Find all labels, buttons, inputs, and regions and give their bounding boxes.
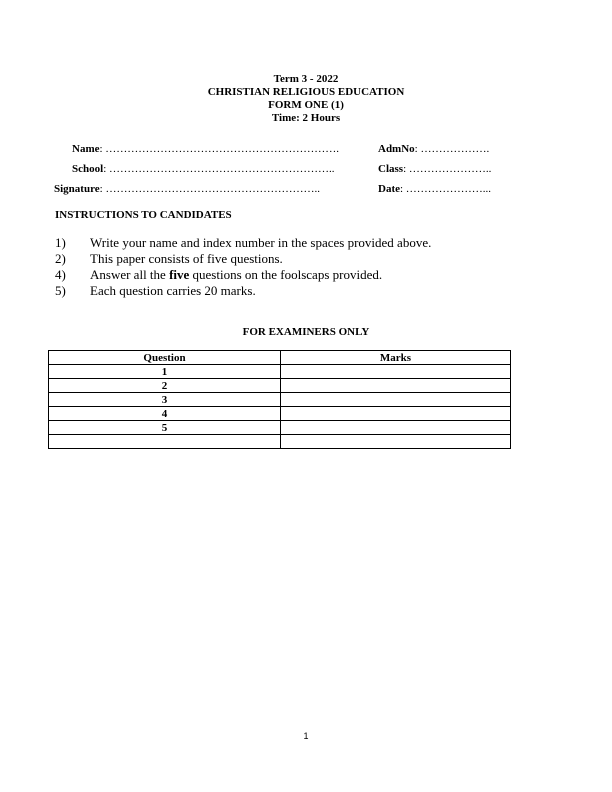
examiners-title: FOR EXAMINERS ONLY [242,326,370,338]
admno-label: AdmNo [378,143,415,155]
school-label: School [72,163,104,175]
table-row [49,421,511,435]
class-blank[interactable]: : ………………….. [403,163,492,175]
date-label: Date [378,183,400,195]
question-cell: 1 [49,365,281,379]
marks-cell[interactable] [281,421,511,435]
instructions-title: INSTRUCTIONS TO CANDIDATES [55,209,232,221]
instruction-number: 2) [55,251,66,266]
school-field[interactable] [72,163,335,175]
name-blank[interactable]: : ………………………………………………………. [99,143,340,155]
marks-table [48,350,511,449]
marks-cell[interactable] [281,407,511,421]
instruction-item [55,267,431,283]
question-column-header: Question [49,351,281,365]
question-cell: 4 [49,407,281,421]
question-cell: 5 [49,421,281,435]
question-cell: 2 [49,379,281,393]
instruction-number: 4) [55,267,66,282]
instruction-text-before: Answer all the [90,267,170,282]
marks-cell[interactable] [281,435,511,449]
instruction-text: Each question carries 20 marks. [90,283,256,298]
signature-label: Signature [54,183,100,195]
instruction-number: 5) [55,283,66,298]
admno-field[interactable] [378,143,489,155]
instruction-item [55,251,431,267]
class-label: Class [378,163,404,175]
time-line: Time: 2 Hours [271,112,341,124]
page-number: 1 [303,731,309,741]
name-field[interactable] [72,143,339,155]
table-row [49,365,511,379]
instruction-text: This paper consists of five questions. [90,251,283,266]
table-row-total [49,435,511,449]
name-label: Name [72,143,100,155]
instruction-item [55,283,431,299]
subject-title: CHRISTIAN RELIGIOUS EDUCATION [207,86,405,98]
instruction-item [55,235,431,251]
marks-cell[interactable] [281,393,511,407]
instructions-list [55,235,431,299]
signature-field[interactable] [54,183,320,195]
instruction-text: Write your name and index number in the spaces provided above. [90,235,432,250]
table-row [49,393,511,407]
marks-cell[interactable] [281,379,511,393]
question-cell [49,435,281,449]
class-field[interactable] [378,163,491,175]
table-row [49,379,511,393]
form-line: FORM ONE (1) [268,99,344,111]
table-row [49,407,511,421]
school-blank[interactable]: : …………………………………………………….. [103,163,335,175]
question-cell: 3 [49,393,281,407]
admno-blank[interactable]: : ………………. [414,143,490,155]
marks-column-header: Marks [281,351,511,365]
date-blank[interactable]: : …………………... [400,183,492,195]
instruction-text-after: questions on the foolscaps provided. [189,267,383,282]
date-field[interactable] [378,183,491,195]
marks-cell[interactable] [281,365,511,379]
instruction-number: 1) [55,235,66,250]
instruction-text-bold: five [169,267,190,282]
exam-header [0,73,612,125]
table-header-row [49,351,511,365]
signature-blank[interactable]: : ………………………………………………….. [99,183,320,195]
term-line: Term 3 - 2022 [273,73,339,85]
